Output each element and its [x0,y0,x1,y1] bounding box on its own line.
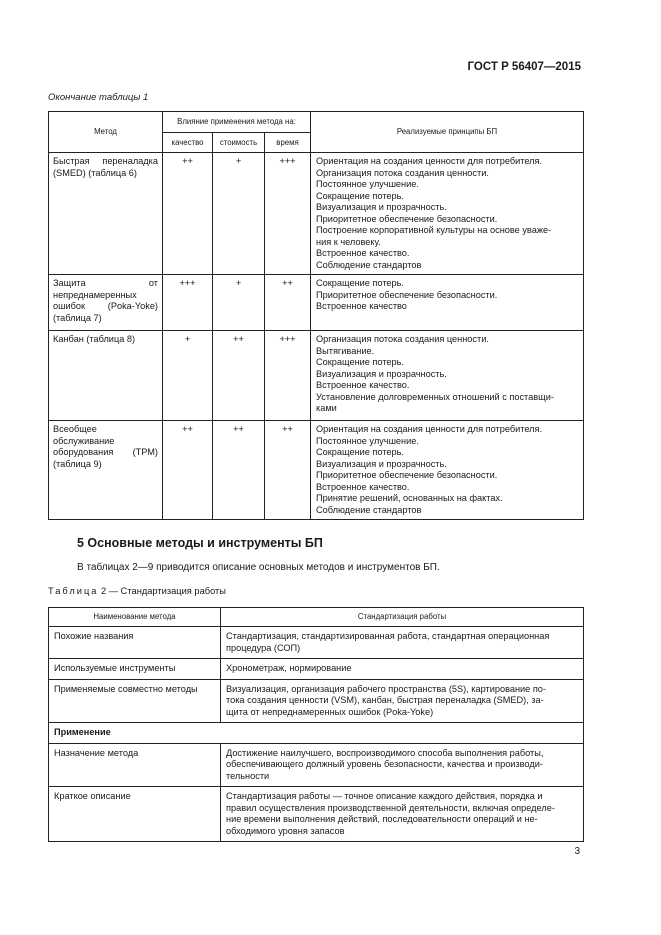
header-name: Наименование метода [49,608,221,627]
principle-line: Вытягивание. [316,345,375,356]
header-quality: качество [163,132,213,153]
principle-line: Сокращение потерь. [316,447,404,457]
value-line: тока создания ценности (VSM), канбан, быстрая переналадка (SMED), за- [226,695,544,705]
row-value [221,627,584,659]
value-line: правил осуществления производственной деятельности, включая определе- [226,802,555,813]
cost-effect: + [213,153,265,275]
table2-caption [48,586,226,596]
value-line: ние времени выполнения действий, последовательности операций и не- [226,814,538,824]
row-value [221,743,584,787]
cost-effect: ++ [213,331,265,421]
row-value [221,659,584,680]
principle-line: ния к человеку. [316,236,381,247]
row-name: Используемые инструменты [49,659,221,680]
time-effect: +++ [265,153,311,275]
table-row [49,787,584,842]
header-principles: Реализуемые принципы БП [311,112,584,153]
time-effect: +++ [265,331,311,421]
row-value [221,787,584,842]
table1-caption: Окончание таблицы 1 [48,92,149,103]
value-line: тельности [226,770,270,781]
value-line: Достижение наилучшего, воспроизводимого способа выполнения работы, [226,747,544,758]
value-line: обеспечивающего должный уровень безопасности, качества и производи- [226,759,543,769]
value-line: обходимого уровня запасов [226,825,345,836]
principle-line: Постоянное улучшение. [316,179,419,189]
table-row [49,627,584,659]
table-row [49,153,584,275]
table-row [49,723,584,744]
principle-line: Организация потока создания ценности. [316,334,489,344]
quality-effect: +++ [163,275,213,331]
principle-line: Принятие решений, основанных на фактах. [316,493,503,503]
row-name: Применяемые совместно методы [49,679,221,723]
table-row [49,421,584,520]
section-heading: 5 Основные методы и инструменты БП [77,536,323,550]
method-name: Быстрая переналадка (SMED) (таблица 6) [49,153,163,275]
row-value [221,679,584,723]
header-value: Стандартизация работы [221,608,584,627]
table2-caption-label: Таблица [48,586,99,596]
principle-line: Приоритетное обеспечение безопасности. [316,289,498,300]
principle-line: ками [316,403,337,413]
principles-cell [311,153,584,275]
standard-number: ГОСТ Р 56407—2015 [467,61,581,73]
row-name: Назначение метода [49,743,221,787]
principle-line: Приоритетное обеспечение безопасности. [316,470,498,480]
table2-caption-title: 2 — Стандартизация работы [98,586,226,596]
time-effect: ++ [265,421,311,520]
quality-effect: ++ [163,153,213,275]
quality-effect: + [163,331,213,421]
page-number: 3 [574,846,580,857]
method-name: Всеобщее обслуживание оборудования (ТРМ) (таблица 9) [49,421,163,520]
value-line: Стандартизация, стандартизированная работа, стандартная операционная [226,631,550,641]
work-standardization-table [48,607,584,842]
header-cost: стоимость [213,132,265,153]
principle-line: Визуализация и прозрачность. [316,458,447,469]
value-line: Стандартизация работы — точное описание каждого действия, порядка и [226,791,543,801]
principle-line: Соблюдение стандартов [316,504,422,515]
principle-line: Визуализация и прозрачность. [316,368,447,379]
principles-cell [311,275,584,331]
principle-line: Встроенное качество [316,301,407,311]
principle-line: Встроенное качество. [316,380,410,390]
value-line: щита от непреднамеренных ошибок (Poka-Yoke) [226,706,434,717]
principle-line: Ориентация на создания ценности для потребителя. [316,424,543,434]
principle-line: Визуализация и прозрачность. [316,202,447,212]
table-row [49,679,584,723]
principle-line: Встроенное качество. [316,481,410,492]
principle-line: Сокращение потерь. [316,357,404,367]
table-row [49,659,584,680]
cost-effect: ++ [213,421,265,520]
principle-line: Приоритетное обеспечение безопасности. [316,213,498,224]
methods-table [48,111,584,520]
principle-line: Сокращение потерь. [316,190,404,201]
header-influence: Влияние применения метода на: [163,112,311,133]
principles-cell [311,331,584,421]
principle-line: Построение корпоративной культуры на основе уваже- [316,225,552,235]
value-line: Хронометраж, нормирование [226,663,352,673]
row-name: Похожие названия [49,627,221,659]
value-line: процедура (СОП) [226,642,301,653]
table-row [49,275,584,331]
principle-line: Организация потока создания ценности. [316,167,489,178]
principle-line: Установление долговременных отношений с поставщи- [316,391,554,402]
principle-line: Встроенное качество. [316,248,410,258]
time-effect: ++ [265,275,311,331]
principle-line: Ориентация на создания ценности для потребителя. [316,156,543,166]
method-name: Канбан (таблица 8) [49,331,163,421]
row-name: Краткое описание [49,787,221,842]
cost-effect: + [213,275,265,331]
value-line: Визуализация, организация рабочего пространства (5S), картирование по- [226,683,546,694]
table-row [49,743,584,787]
principle-line: Постоянное улучшение. [316,435,419,446]
row-name: Применение [49,723,584,744]
section-intro: В таблицах 2—9 приводится описание основных методов и инструментов БП. [77,562,440,573]
header-method: Метод [49,112,163,153]
method-name: Защита от непреднамеренных ошибок (Poka-Yoke) (таблица 7) [49,275,163,331]
table-row [49,331,584,421]
header-time: время [265,132,311,153]
quality-effect: ++ [163,421,213,520]
principle-line: Соблюдение стандартов [316,259,422,270]
principles-cell [311,421,584,520]
principle-line: Сокращение потерь. [316,278,404,288]
